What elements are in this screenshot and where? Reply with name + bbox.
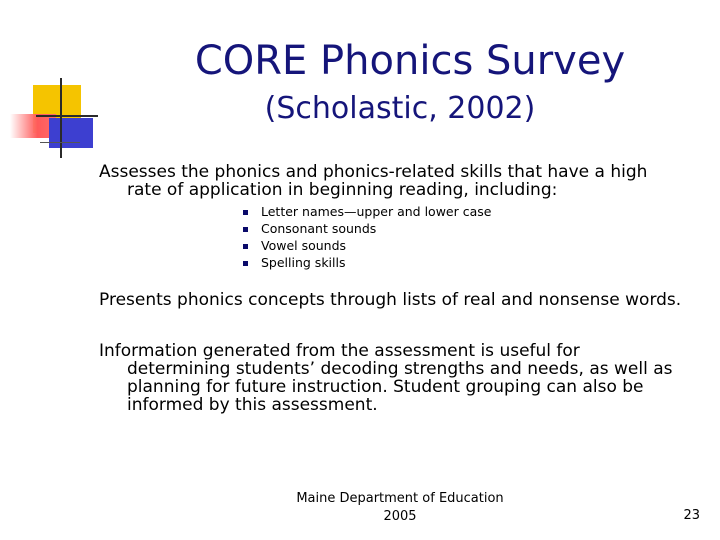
slide-title: CORE Phonics Survey (194, 38, 626, 84)
square-bullet-icon (243, 261, 248, 266)
bullet-text: Vowel sounds (261, 238, 347, 253)
bullet-item (242, 254, 491, 271)
decorative-horizontal-line-2 (40, 142, 80, 143)
paragraph-assesses (99, 163, 699, 199)
bullet-text: Spelling skills (261, 255, 346, 270)
square-bullet-icon (243, 227, 248, 232)
bullet-item (242, 203, 491, 220)
bullet-item (242, 237, 491, 254)
page-number: 23 (683, 508, 700, 523)
footer-year: 2005 (383, 509, 417, 524)
footer-organization: Maine Department of Education (296, 491, 504, 506)
decorative-vertical-line (60, 78, 62, 158)
paragraph-assesses-rest: rate of application in beginning reading, including: (127, 180, 558, 200)
paragraph-presents-line1: Presents phonics concepts through lists of real and nonsense words. (99, 290, 682, 310)
bullet-text: Letter names—upper and lower case (261, 204, 492, 219)
slide-subtitle: (Scholastic, 2002) (264, 91, 536, 126)
paragraph-information-rest: determining students’ decoding strengths and needs, as well as planning for future instruction. Student grouping can also be informed by this assessment. (127, 359, 673, 415)
footer (290, 490, 510, 526)
bullet-text: Consonant sounds (261, 221, 377, 236)
decorative-blue-square (49, 118, 93, 148)
skills-bullet-list (242, 203, 491, 271)
decorative-horizontal-line (36, 115, 98, 117)
paragraph-presents (99, 291, 711, 309)
paragraph-information (99, 342, 699, 414)
paragraph-information-line1: Information generated from the assessment is useful for (99, 341, 580, 361)
bullet-item (242, 220, 491, 237)
paragraph-assesses-line1: Assesses the phonics and phonics-related skills that have a high (99, 162, 648, 182)
square-bullet-icon (243, 244, 248, 249)
square-bullet-icon (243, 210, 248, 215)
